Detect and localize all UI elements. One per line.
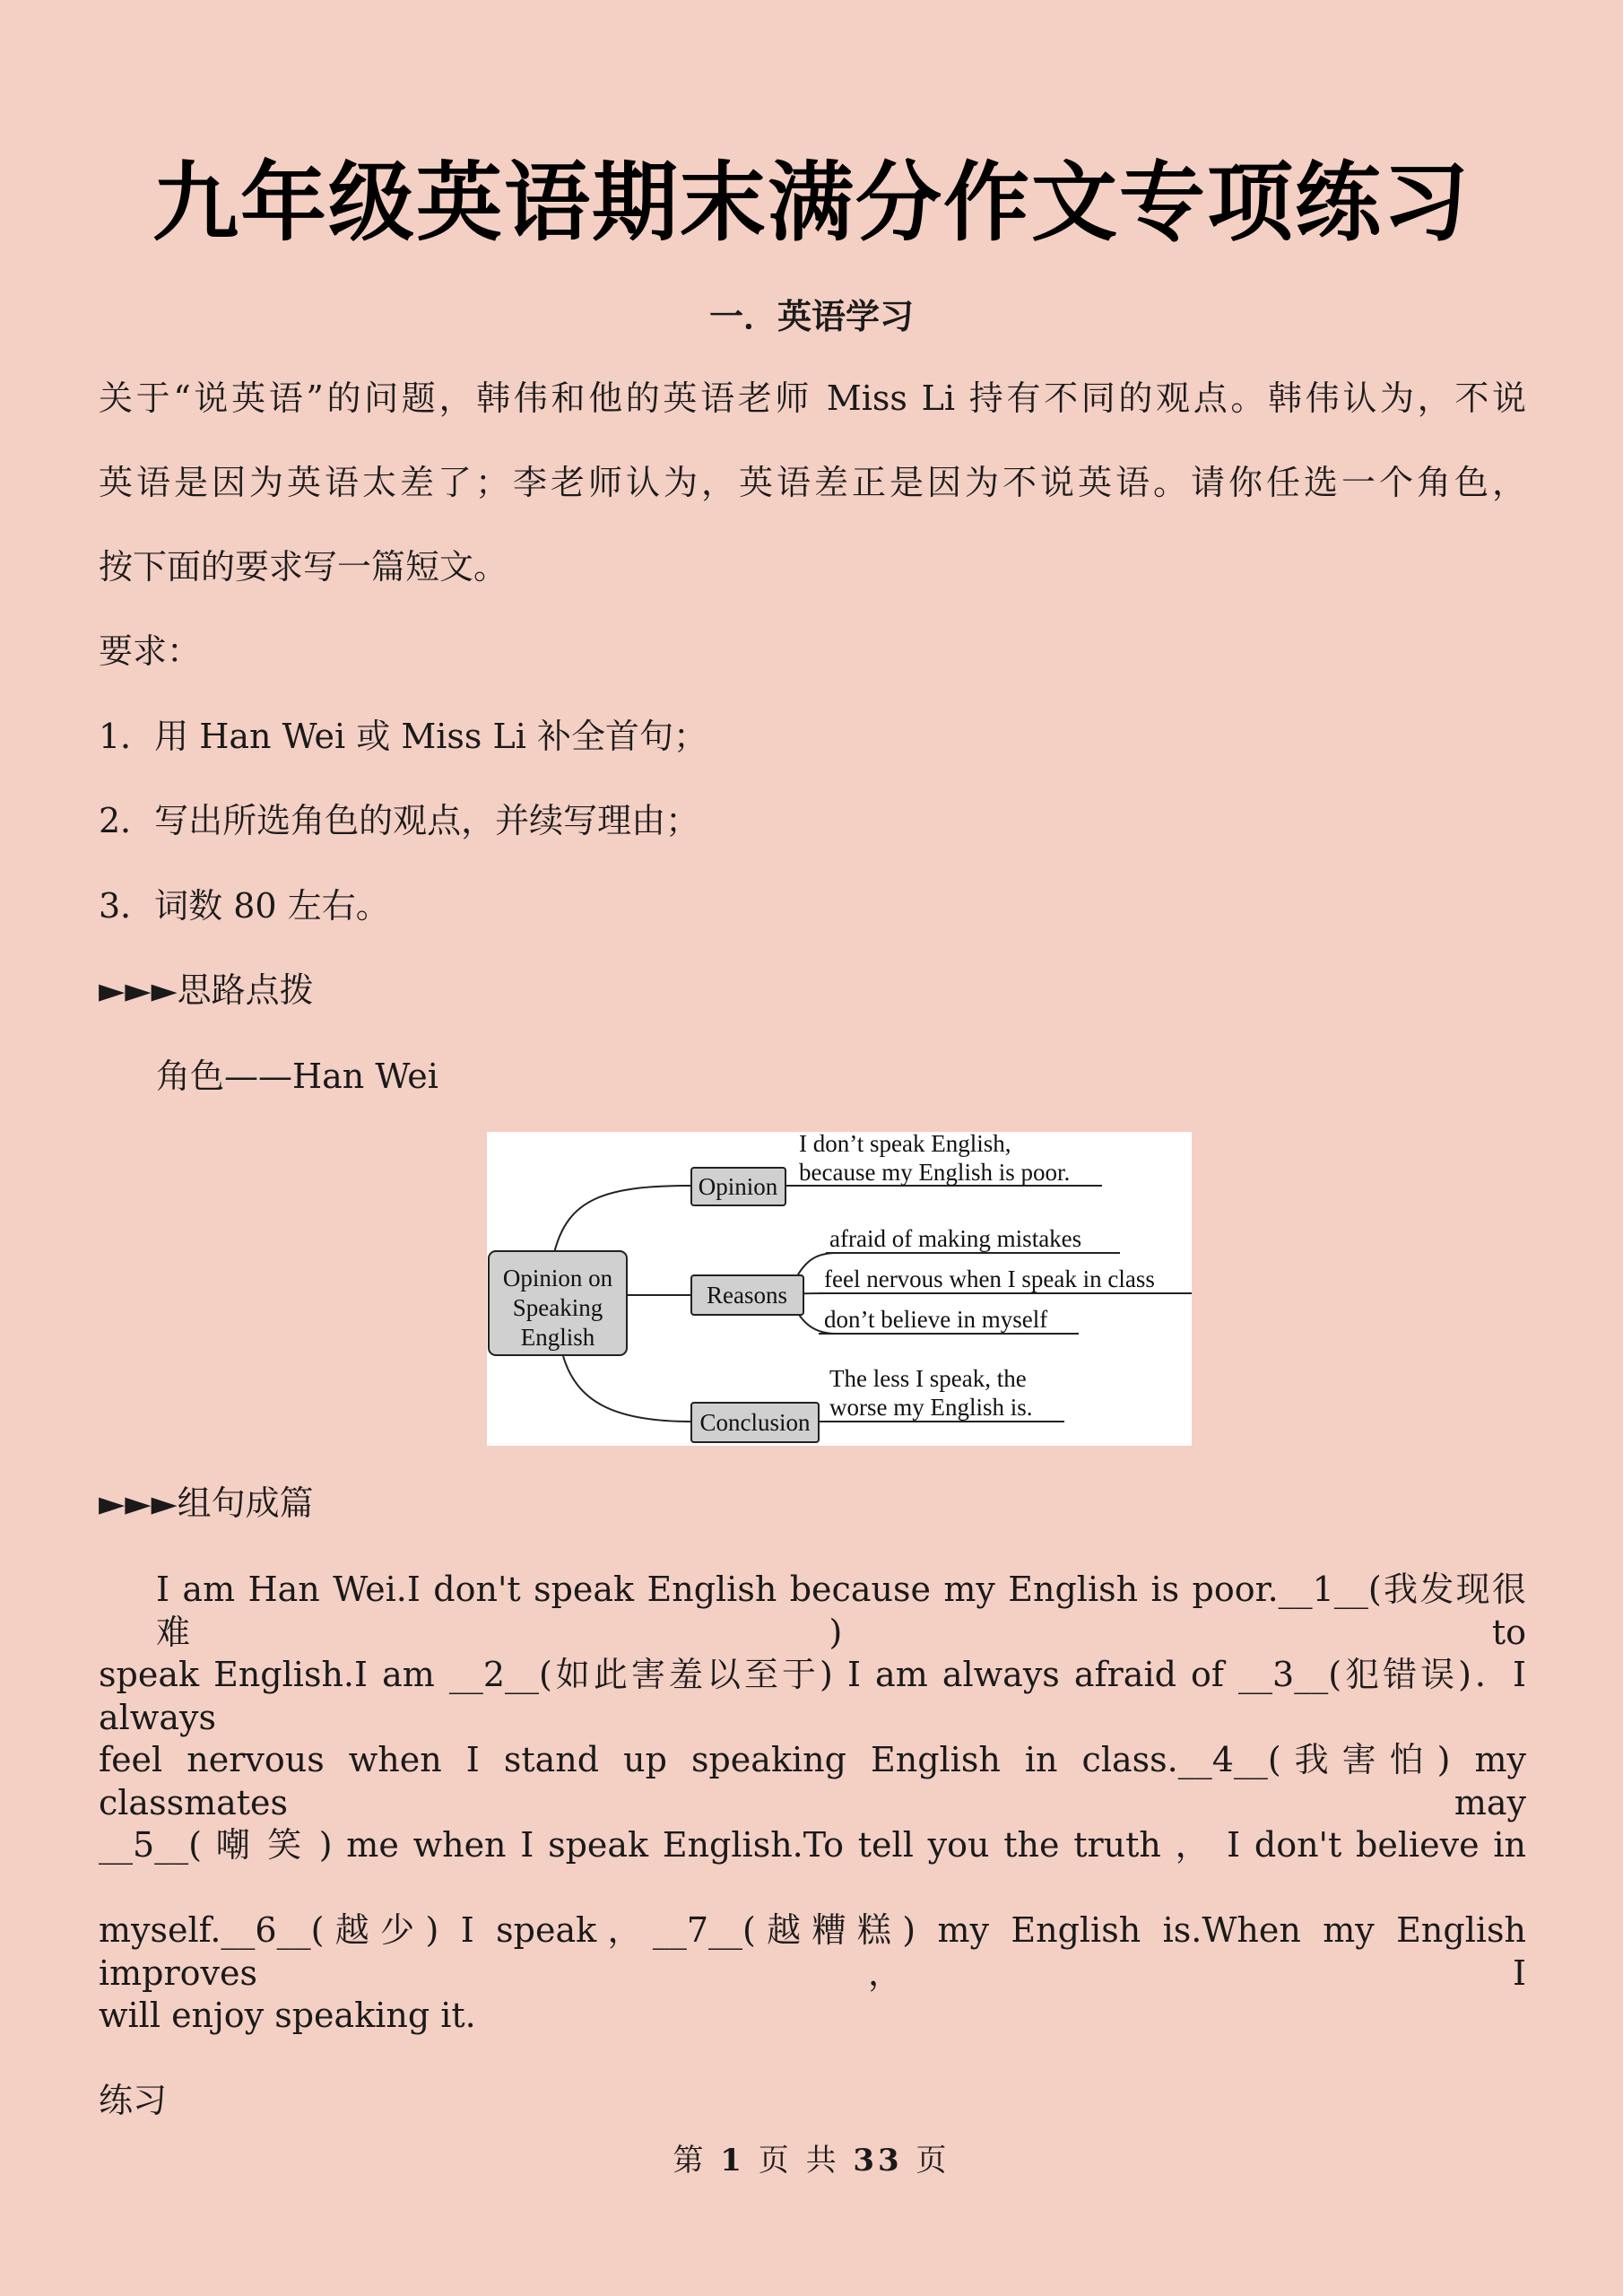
footer-page-number: 1	[720, 2143, 745, 2179]
section-heading: 一．英语学习	[708, 296, 914, 336]
opinion-text-2: because my English is poor.	[799, 1159, 1071, 1186]
footer-total-pages: 33	[853, 2143, 903, 2179]
opinion-text-1: I don’t speak English,	[799, 1132, 1011, 1157]
center-text-3: English	[520, 1324, 595, 1351]
conclusion-text-1: The less I speak, the	[829, 1365, 1027, 1392]
footer-middle: 页 共	[758, 2143, 840, 2179]
intro-line-1: 关于“说英语”的问题，韩伟和他的英语老师 Miss Li 持有不同的观点。韩伟认为，不说	[99, 378, 1526, 418]
page-title: 九年级英语期末满分作文专项练习	[152, 152, 1471, 253]
footer-prefix: 第	[673, 2143, 707, 2179]
center-text-2: Speaking	[512, 1294, 603, 1321]
footer-suffix: 页	[916, 2143, 950, 2179]
conclusion-label: Conclusion	[699, 1409, 811, 1436]
reason-1: afraid of making mistakes	[829, 1225, 1082, 1252]
passage-line-2: speak English.I am __2__(如此害羞以至于) I am always afraid of __3__(犯错误)．I always	[99, 1655, 1526, 1737]
compose-heading: ►►►组句成篇	[99, 1483, 314, 1523]
role-line: 角色——Han Wei	[156, 1057, 438, 1096]
reason-3: don’t believe in myself	[824, 1306, 1048, 1333]
mind-map-diagram	[487, 1132, 1192, 1446]
opinion-label: Opinion	[698, 1173, 778, 1200]
passage-line-1: I am Han Wei.I don't speak English because my English is poor.__1__(我发现很难) to	[156, 1570, 1526, 1652]
requirement-2: 2．写出所选角色的观点，并续写理由；	[99, 801, 700, 840]
tips-heading: ►►►思路点拨	[99, 970, 314, 1010]
reasons-label: Reasons	[707, 1282, 787, 1309]
passage-line-4: __5__( 嘲 笑 ) me when I speak English.To tell you the truth ， I don't believe in	[99, 1825, 1526, 1865]
reason-2: feel nervous when I speak in class	[824, 1265, 1155, 1292]
practice-label: 练习	[99, 2081, 168, 2120]
intro-line-3: 按下面的要求写一篇短文。	[99, 547, 508, 587]
center-text-1: Opinion on	[502, 1265, 613, 1292]
passage-line-5: myself.__6__(越少) I speak，__7__(越糟糕) my English is.When my English improves，I	[99, 1910, 1526, 1993]
intro-line-2: 英语是因为英语太差了；李老师认为，英语差正是因为不说英语。请你任选一个角色，	[99, 463, 1526, 502]
requirements-label: 要求：	[99, 631, 202, 671]
mind-map-svg	[487, 1132, 1192, 1446]
requirement-1: 1．用 Han Wei 或 Miss Li 补全首句；	[99, 717, 707, 756]
page-footer	[0, 2135, 1623, 2179]
requirement-3: 3．词数 80 左右。	[99, 886, 390, 926]
passage-line-3: feel nervous when I stand up speaking English in class.__4__(我害怕) my classmates may	[99, 1740, 1526, 1822]
passage-line-6: will enjoy speaking it.	[99, 1996, 476, 2035]
conclusion-text-2: worse my English is.	[829, 1394, 1033, 1421]
